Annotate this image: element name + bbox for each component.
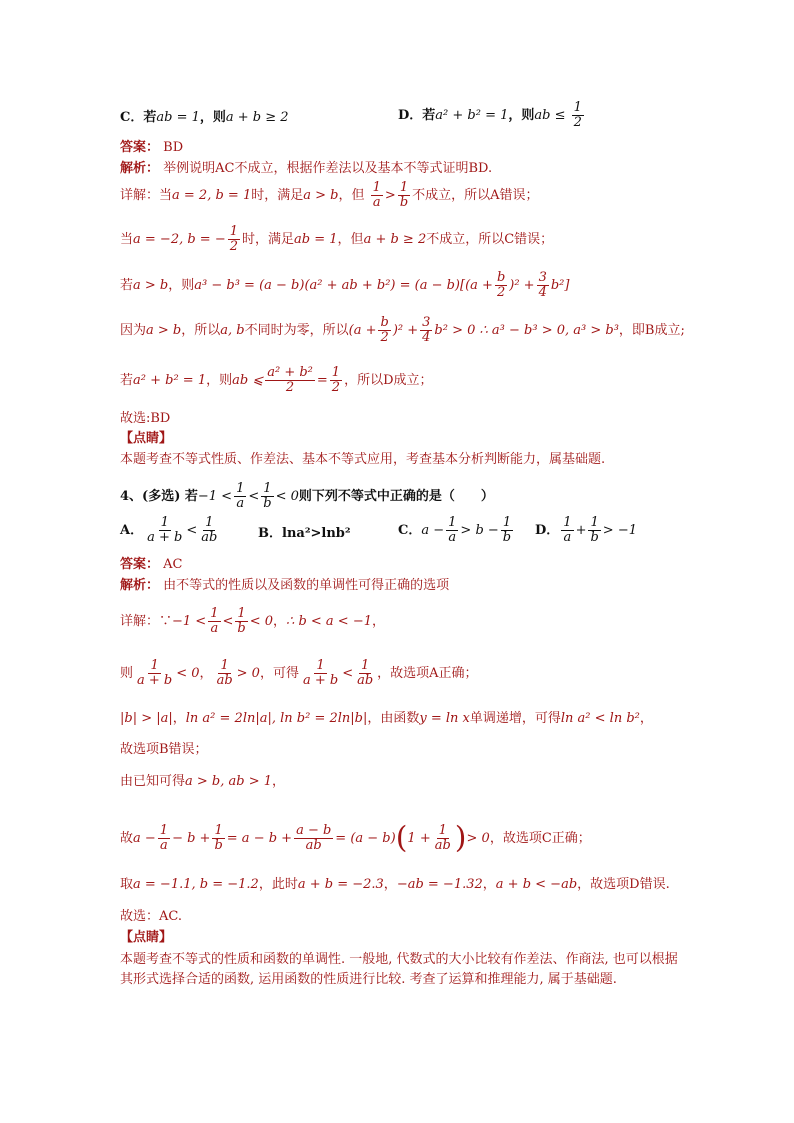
denominator: 2	[331, 380, 341, 395]
numerator: b	[496, 270, 506, 285]
text: ，	[272, 774, 286, 789]
fraction	[371, 181, 383, 210]
denominator: ab	[305, 838, 322, 853]
fraction	[495, 271, 507, 300]
question-4-stem	[120, 482, 494, 511]
math: <	[342, 666, 354, 681]
numerator: 1	[237, 606, 246, 621]
denominator: b	[502, 530, 512, 545]
math: −1 <	[172, 614, 207, 629]
text: 不成立，所以C错误；	[426, 232, 554, 247]
option-b-label: B．	[258, 526, 282, 541]
text: 当	[120, 232, 134, 247]
fraction	[234, 482, 246, 511]
text: ，则	[199, 110, 226, 125]
detail-line-9: 故选项B错误；	[120, 742, 208, 757]
math: <	[222, 614, 234, 629]
detail-line-3	[120, 271, 569, 300]
numerator: 1	[160, 515, 169, 530]
comment-text: 本题考查不等式性质、作差法、基本不等式应用，考查基本分析判断能力，属基础题.	[120, 452, 606, 467]
math: = a − b +	[226, 831, 293, 846]
fraction	[228, 225, 240, 254]
numerator: 1	[502, 515, 512, 530]
text: ，故选项A正确；	[377, 666, 478, 681]
math: )² +	[509, 278, 535, 293]
math: b² > 0 ∴ a³ − b³ > 0, a³ > b³	[434, 323, 619, 338]
math: a + b = −2.3	[297, 877, 384, 892]
text: ，可得	[259, 666, 299, 681]
detail-line-6	[120, 607, 385, 636]
text: 不成立，所以A错误；	[412, 188, 539, 203]
text: 4、(多选) 若	[120, 489, 198, 504]
math: y = ln x	[419, 711, 470, 726]
math: ab = 1	[294, 232, 338, 247]
fraction	[378, 316, 390, 345]
math: = (a − b)	[335, 831, 396, 846]
detail-line-8	[120, 710, 653, 728]
math: a > b	[133, 278, 169, 293]
math: a −	[133, 831, 156, 846]
math: ab ⩽	[232, 373, 264, 388]
numerator: 1	[590, 515, 599, 530]
answer-value: AC	[163, 557, 183, 572]
denominator: a	[563, 530, 572, 545]
text: ，故选项D错误.	[577, 877, 670, 892]
text: 时，满足	[242, 232, 295, 247]
math: a = 2, b = 1	[172, 188, 252, 203]
comment-heading: 【点睛】	[120, 431, 173, 446]
math: (a +	[348, 323, 377, 338]
fraction	[208, 607, 220, 636]
fraction	[446, 516, 458, 545]
math: a −	[421, 523, 445, 538]
math: <	[186, 523, 198, 538]
denominator: ab	[357, 673, 374, 688]
denominator: a + b	[302, 673, 339, 688]
text: 单调递增，可得	[469, 711, 561, 726]
option-d	[535, 516, 637, 545]
text: ，此时	[258, 877, 298, 892]
math: >	[384, 188, 396, 203]
math: > 0	[236, 666, 260, 681]
fraction	[330, 366, 342, 395]
text: ，	[273, 614, 287, 629]
text: 若	[120, 373, 134, 388]
denominator: b	[237, 621, 246, 636]
comment-text-2: 本题考查不等式的性质和函数的单调性. 一般地, 代数式的大小比较有作差法、作商法, 也可以根据其形式选择合适的函数, 运用函数的性质进行比较. 考查了运算和推理能力, 属于基础题.	[120, 952, 678, 987]
text: ，所以D成立；	[344, 373, 433, 388]
text: 由已知可得	[120, 774, 186, 789]
option-c-label: C．	[398, 523, 422, 538]
denominator: b	[263, 496, 272, 511]
fraction	[158, 824, 170, 853]
numerator: 1	[150, 658, 159, 673]
numerator: 1	[220, 658, 229, 673]
math: a > b, ab > 1	[185, 774, 273, 789]
text: ，	[372, 614, 386, 629]
math: −1 <	[197, 489, 233, 504]
detail-line-7	[120, 659, 478, 688]
math: a + b < −ab	[495, 877, 578, 892]
option-label: C．若	[120, 110, 157, 125]
math: a + b ≥ 2	[363, 232, 427, 247]
math: < 0	[249, 614, 274, 629]
numerator: a² + b²	[267, 365, 313, 380]
detail-line-11	[120, 820, 591, 856]
math: a² + b² = 1	[133, 373, 207, 388]
denominator: 4	[538, 285, 547, 300]
fraction	[261, 482, 273, 511]
math: ln a² < ln b²	[560, 711, 640, 726]
denominator: a	[236, 496, 245, 511]
numerator: 1	[159, 823, 169, 838]
fraction	[561, 516, 573, 545]
denominator: 2	[380, 330, 389, 345]
denominator: a	[160, 838, 168, 853]
numerator: b	[380, 315, 389, 330]
math: > b −	[460, 523, 499, 538]
fraction	[420, 316, 432, 345]
math: <	[248, 489, 260, 504]
numerator: 1	[563, 515, 572, 530]
numerator: 1	[210, 606, 219, 621]
denominator: b	[399, 195, 409, 210]
denominator: b	[214, 838, 223, 853]
fraction	[135, 659, 174, 688]
math: a² + b² = 1	[435, 108, 509, 123]
numerator: 3	[538, 270, 547, 285]
option-d-previous	[398, 101, 586, 130]
text: 详解：∵	[120, 614, 173, 629]
detail-line-2	[120, 225, 553, 254]
answer-line-2	[120, 556, 183, 574]
analysis-line-2	[120, 577, 449, 595]
answer-line	[120, 139, 183, 157]
math: a³ − b³ = (a − b)(a² + ab + b²) = (a − b)[(a +	[194, 278, 493, 293]
denominator: 2	[285, 380, 295, 395]
math: ln a² = 2ln|a|, ln b² = 2ln|b|	[185, 711, 368, 726]
fraction	[199, 516, 219, 545]
denominator: 2	[229, 239, 239, 254]
numerator: 1	[214, 823, 223, 838]
detail-line-10	[120, 773, 285, 791]
numerator: 3	[422, 315, 431, 330]
math: − b +	[172, 831, 211, 846]
denominator: 4	[422, 330, 431, 345]
math: lna²>lnb²	[282, 526, 351, 541]
math: −ab = −1.32	[396, 877, 483, 892]
answer-label: 答案：	[120, 557, 160, 572]
numerator: 1	[360, 658, 370, 673]
text: ，所以	[181, 323, 221, 338]
denominator: ab	[201, 530, 218, 545]
math: |b| > |a|	[120, 711, 173, 726]
option-d-label: D．	[535, 523, 560, 538]
numerator: 1	[229, 224, 239, 239]
text: ，	[172, 711, 186, 726]
text: ，	[199, 666, 213, 681]
numerator: 1	[316, 658, 325, 673]
math: =	[316, 373, 328, 388]
denominator: ab	[434, 838, 451, 853]
denominator: a	[372, 195, 381, 210]
option-a-label: A．	[120, 523, 144, 538]
text: ，即B成立;	[618, 323, 685, 338]
math: 1 +	[407, 831, 431, 846]
math: < 0	[275, 489, 299, 504]
text: 因为	[120, 323, 147, 338]
text: ，则	[508, 108, 535, 123]
detail-line-1	[120, 181, 539, 210]
fraction	[588, 516, 600, 545]
fraction	[572, 101, 584, 130]
paren-close: )	[454, 820, 467, 856]
fraction	[301, 659, 340, 688]
fraction	[215, 659, 235, 688]
numerator: 1	[372, 180, 381, 195]
text: ，	[383, 877, 397, 892]
math: b²]	[550, 278, 570, 293]
text: 时，满足	[251, 188, 304, 203]
text: ，则	[206, 373, 233, 388]
fraction	[433, 824, 453, 853]
numerator: 1	[205, 515, 214, 530]
denominator: a	[210, 621, 219, 636]
option-c-previous	[120, 109, 289, 127]
analysis-text: 举例说明AC不成立，根据作差法以及基本不等式证明BD.	[163, 161, 493, 176]
math: a = −1.1, b = −1.2	[133, 877, 259, 892]
denominator: b	[590, 530, 599, 545]
math: > 0	[466, 831, 490, 846]
analysis-label: 解析：	[120, 578, 160, 593]
text: 故	[120, 831, 134, 846]
fraction	[501, 516, 513, 545]
text: ，由函数	[367, 711, 420, 726]
denominator: a	[448, 530, 457, 545]
text: 若	[120, 278, 134, 293]
analysis-line	[120, 160, 492, 178]
fraction	[537, 271, 549, 300]
fraction	[355, 659, 375, 688]
numerator: 1	[263, 481, 272, 496]
math: ∴ b < a < −1	[286, 614, 373, 629]
denominator: ab	[216, 673, 233, 688]
option-b	[258, 525, 351, 543]
math: )² +	[392, 323, 419, 338]
comment-heading-2: 【点睛】	[120, 930, 173, 945]
numerator: 1	[438, 823, 447, 838]
text: 不同时为零，所以	[244, 323, 349, 338]
text: ，	[482, 877, 496, 892]
text: 取	[120, 877, 134, 892]
math: a > b	[146, 323, 182, 338]
text: 则	[120, 666, 134, 681]
text: ，但	[338, 188, 365, 203]
numerator: 1	[573, 100, 582, 115]
choice-line: 故选:BD	[120, 411, 171, 426]
text: ，则	[168, 278, 195, 293]
text: ，故选项C正确；	[489, 831, 591, 846]
fraction	[212, 824, 224, 853]
question-4-options	[120, 516, 221, 545]
math: > −1	[602, 523, 637, 538]
math: ab ≤	[534, 108, 566, 123]
option-c	[398, 516, 515, 545]
analysis-text: 由不等式的性质以及函数的单调性可得正确的选项	[163, 578, 450, 593]
answer-value: BD	[163, 140, 184, 155]
math: < 0	[176, 666, 200, 681]
fraction	[265, 366, 315, 395]
paren-open: (	[395, 820, 408, 856]
numerator: a − b	[296, 823, 332, 838]
fraction	[235, 607, 247, 636]
fraction	[398, 181, 410, 210]
text: ，	[639, 711, 653, 726]
numerator: 1	[236, 481, 245, 496]
fraction	[145, 516, 184, 545]
detail-line-12	[120, 876, 670, 894]
denominator: a + b	[137, 673, 173, 688]
numerator: 1	[448, 515, 457, 530]
denominator: 2	[496, 285, 506, 300]
detail-line-4	[120, 316, 685, 345]
denominator: a + b	[147, 530, 183, 545]
detail-line-5	[120, 366, 433, 395]
numerator: 1	[399, 180, 409, 195]
text: 详解：当	[120, 188, 173, 203]
math: a = −2, b = −	[133, 232, 226, 247]
math: a, b	[220, 323, 245, 338]
text: ，但	[337, 232, 364, 247]
math: a + b ≥ 2	[225, 110, 289, 125]
option-label: D．若	[398, 108, 436, 123]
math: +	[575, 523, 587, 538]
fraction	[294, 824, 333, 853]
math: ab = 1	[156, 110, 200, 125]
denominator: 2	[573, 115, 582, 130]
analysis-label: 解析：	[120, 161, 160, 176]
answer-label: 答案：	[120, 140, 160, 155]
math: a > b	[303, 188, 339, 203]
choice-line-2: 故选：AC.	[120, 909, 183, 924]
numerator: 1	[331, 365, 341, 380]
text: 则下列不等式中正确的是（ ）	[298, 489, 494, 504]
